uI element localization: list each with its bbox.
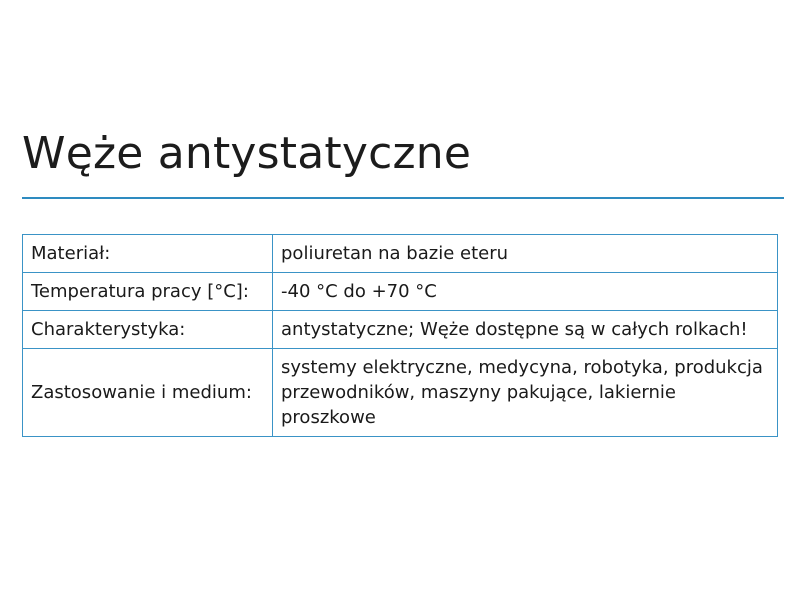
spec-label: Materiał: (23, 235, 273, 273)
spec-label: Temperatura pracy [°C]: (23, 273, 273, 311)
spec-value: antystatyczne; Węże dostępne są w całych rolkach! (273, 311, 778, 349)
page-title: Węże antystatyczne (22, 128, 472, 179)
spec-value: -40 °C do +70 °C (273, 273, 778, 311)
title-divider (22, 197, 784, 199)
spec-label: Zastosowanie i medium: (23, 349, 273, 437)
table-row (23, 349, 778, 437)
spec-value: systemy elektryczne, medycyna, robotyka, produkcja przewodników, maszyny pakujące, lakiernie proszkowe (273, 349, 778, 437)
table-row (23, 311, 778, 349)
spec-value: poliuretan na bazie eteru (273, 235, 778, 273)
table-row (23, 235, 778, 273)
spec-label: Charakterystyka: (23, 311, 273, 349)
table-row (23, 273, 778, 311)
spec-table (22, 234, 778, 437)
